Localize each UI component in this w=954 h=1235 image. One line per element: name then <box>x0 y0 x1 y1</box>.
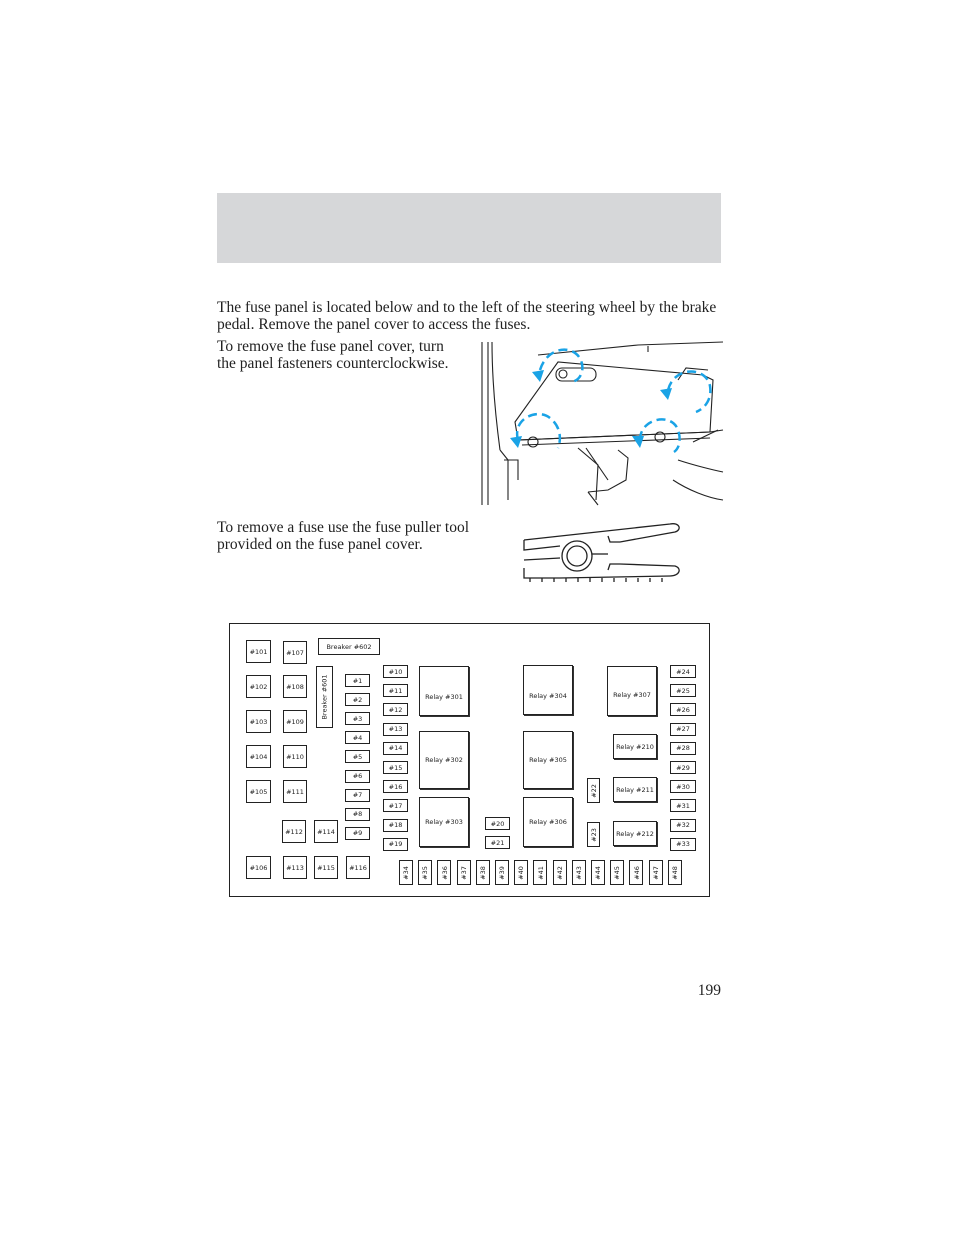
fuse-cell <box>457 860 471 885</box>
fuse-cell <box>383 665 408 678</box>
fuse-cell-label: #38 <box>478 865 487 880</box>
fuse-cell <box>345 674 370 687</box>
fuse-cell <box>383 703 408 716</box>
relay-block <box>523 731 573 789</box>
fuse-cell <box>495 860 509 885</box>
breaker-601 <box>316 666 333 728</box>
fuse-cell-label: #44 <box>594 865 602 880</box>
fuse-cell-label: #11 <box>388 686 403 695</box>
fuse-cell <box>345 693 370 706</box>
fuse-cell <box>345 789 370 802</box>
fuse-cell-label: #104 <box>249 752 268 761</box>
intro-paragraph: The fuse panel is located below and to the left of the steering wheel by the brake pedal. Remove the panel cover to access the fuses. <box>217 299 717 333</box>
relay-block <box>523 797 573 847</box>
fuse-cell <box>587 778 600 803</box>
fuse-cell <box>670 742 696 755</box>
fuse-cell <box>314 820 338 843</box>
fuse-cell-label: #5 <box>352 752 363 761</box>
fuse-cell <box>383 838 408 851</box>
fuse-cell <box>345 770 370 783</box>
fuse-cell <box>591 860 605 885</box>
relay-block <box>613 734 657 759</box>
fuse-cell <box>553 860 567 885</box>
fuse-cell-label: #46 <box>632 865 641 880</box>
fuse-cell <box>246 745 271 768</box>
breaker-601-label: Breaker #601 <box>320 674 329 720</box>
fuse-cell <box>649 860 663 885</box>
fuse-cell-label: #32 <box>676 821 690 830</box>
fuse-cell-label: #10 <box>388 667 403 676</box>
section-header-bar <box>217 193 721 263</box>
relay-block-label: Relay #305 <box>529 756 567 764</box>
page-number: 199 <box>697 982 721 999</box>
fuse-cell-label: #3 <box>352 714 363 723</box>
fuse-cell <box>283 710 307 733</box>
fuse-cell <box>670 799 696 812</box>
fuse-cell <box>668 860 682 885</box>
fuse-cell <box>610 860 624 885</box>
fuse-cell <box>345 712 370 725</box>
fuse-cell-label: #110 <box>286 752 304 761</box>
fuse-cell-label: #25 <box>676 686 690 695</box>
relay-block-label: Relay #304 <box>529 692 567 700</box>
relay-block-label: Relay #303 <box>425 818 463 826</box>
fuse-cell <box>383 799 408 812</box>
fuse-cell-label: #111 <box>286 787 304 796</box>
fuse-cell <box>383 819 408 832</box>
fuse-cell-label: #14 <box>388 744 403 753</box>
fuse-puller-text: To remove a fuse use the fuse puller tool provided on the fuse panel cover. <box>217 519 470 553</box>
fuse-cell <box>670 780 696 793</box>
fuse-cell <box>383 761 408 774</box>
fuse-cell <box>283 780 307 803</box>
fuse-cell <box>418 860 432 885</box>
fuse-cell <box>283 745 307 768</box>
relay-block <box>419 797 469 847</box>
fuse-cell <box>670 819 696 832</box>
fuse-cell <box>246 640 271 663</box>
fuse-cell-label: #43 <box>574 865 583 880</box>
fuse-cell <box>383 780 408 793</box>
fuse-cell-label: #13 <box>388 725 403 734</box>
fuse-cell-label: #39 <box>498 865 506 880</box>
fuse-cell <box>283 675 307 698</box>
fuse-cell <box>629 860 643 885</box>
fuse-cell <box>346 856 370 879</box>
fuse-cell <box>383 684 408 697</box>
fuse-cell-label: #102 <box>249 682 268 691</box>
fuse-cell <box>282 820 306 843</box>
fuse-cell <box>383 742 408 755</box>
fuse-cell-label: #45 <box>613 865 622 880</box>
fuse-cell-label: #15 <box>388 763 403 772</box>
relay-block <box>613 821 657 846</box>
fuse-cell-label: #22 <box>589 783 598 798</box>
fuse-cell <box>572 860 586 885</box>
fuse-cell <box>437 860 451 885</box>
fuse-cell-label: #47 <box>651 865 660 880</box>
fuse-cell-label: #103 <box>249 717 268 726</box>
breaker-602-label: Breaker #602 <box>326 642 372 651</box>
relay-block-label: Relay #306 <box>529 818 567 826</box>
fuse-cell-label: #9 <box>352 829 363 838</box>
fuse-cell <box>283 641 307 664</box>
relay-block <box>419 731 469 789</box>
fuse-cell <box>476 860 490 885</box>
fuse-cell <box>246 780 271 803</box>
relay-block-label: Relay #212 <box>616 830 654 838</box>
fuse-cell-label: #107 <box>286 648 304 657</box>
fuse-cell <box>345 731 370 744</box>
relay-block <box>419 666 469 716</box>
fuse-cell-label: #21 <box>490 838 505 847</box>
relay-block-label: Relay #307 <box>613 691 651 699</box>
relay-block <box>607 666 657 716</box>
fuse-cell-label: #109 <box>286 717 304 726</box>
fuse-cell-label: #114 <box>317 827 335 836</box>
fuse-cell-label: #12 <box>388 705 403 714</box>
fuse-cell-label: #116 <box>349 863 367 872</box>
fuse-cell-label: #101 <box>249 647 268 656</box>
fuse-cell <box>314 856 338 879</box>
fuse-cell-label: #2 <box>352 695 363 704</box>
fuse-cell-label: #24 <box>676 667 690 676</box>
fuse-cell <box>246 675 271 698</box>
fuse-cell <box>345 808 370 821</box>
relay-block <box>523 665 573 715</box>
fuse-cell-label: #41 <box>536 865 545 880</box>
fuse-cell-label: #27 <box>676 725 690 734</box>
fuse-cell-label: #113 <box>286 863 304 872</box>
fuse-cell <box>514 860 528 885</box>
fuse-cell-label: #1 <box>352 676 363 685</box>
fuse-cell-label: #108 <box>286 682 304 691</box>
fuse-cell <box>485 836 510 849</box>
relay-block-label: Relay #211 <box>616 786 654 794</box>
fuse-cell-label: #42 <box>555 865 564 880</box>
fuse-cell-label: #30 <box>676 782 690 791</box>
fuse-puller-tool-illustration <box>520 518 688 586</box>
fuse-cell <box>670 665 696 678</box>
fuse-cell-label: #40 <box>517 865 526 880</box>
fuse-cell-label: #16 <box>388 782 403 791</box>
breaker-602 <box>318 638 380 655</box>
fuse-cell-label: #106 <box>249 863 268 872</box>
fuse-cell <box>345 827 370 840</box>
relay-block-label: Relay #302 <box>425 756 463 764</box>
fuse-cell-label: #18 <box>388 821 403 830</box>
fuse-cell-label: #33 <box>676 840 690 849</box>
fuse-cell <box>345 750 370 763</box>
fuse-cell <box>670 761 696 774</box>
fuse-cell-label: #8 <box>352 810 363 819</box>
cover-removal-text: To remove the fuse panel cover, turn the panel fasteners counterclockwise. <box>217 338 449 372</box>
fuse-cell <box>399 860 413 885</box>
fuse-cell <box>246 856 271 879</box>
fuse-cell-label: #6 <box>352 772 363 780</box>
fuse-cell-label: #23 <box>589 827 598 842</box>
relay-block-label: Relay #210 <box>616 743 654 751</box>
fuse-cell <box>383 723 408 736</box>
fuse-cell <box>533 860 547 885</box>
fuse-cell-label: #20 <box>490 819 505 828</box>
fuse-panel-diagram <box>229 623 710 897</box>
fuse-cell-label: #105 <box>249 787 268 796</box>
relay-block <box>613 777 657 802</box>
fuse-cell-label: #28 <box>676 744 690 753</box>
fuse-cell-label: #35 <box>421 865 430 880</box>
fuse-cell-label: #4 <box>352 733 363 742</box>
fuse-panel-cover-illustration <box>478 340 726 508</box>
relay-block-label: Relay #301 <box>425 693 463 701</box>
fuse-cell-label: #31 <box>676 801 690 810</box>
fuse-cell <box>485 817 510 830</box>
fuse-cell-label: #17 <box>388 801 403 810</box>
fuse-cell <box>670 723 696 736</box>
fuse-cell-label: #115 <box>317 863 335 872</box>
fuse-cell-label: #7 <box>352 791 363 800</box>
fuse-cell <box>246 710 271 733</box>
fuse-cell-label: #29 <box>676 763 690 772</box>
fuse-cell-label: #36 <box>440 865 449 880</box>
fuse-cell-label: #112 <box>285 827 303 836</box>
fuse-cell-label: #19 <box>388 840 403 849</box>
fuse-cell-label: #48 <box>670 865 679 880</box>
fuse-cell <box>670 838 696 851</box>
fuse-cell <box>670 684 696 697</box>
fuse-cell-label: #34 <box>402 865 410 880</box>
fuse-cell-label: #37 <box>459 865 468 880</box>
fuse-cell-label: #26 <box>676 705 690 714</box>
fuse-cell <box>587 822 600 847</box>
fuse-cell <box>283 856 307 879</box>
fuse-cell <box>670 703 696 716</box>
